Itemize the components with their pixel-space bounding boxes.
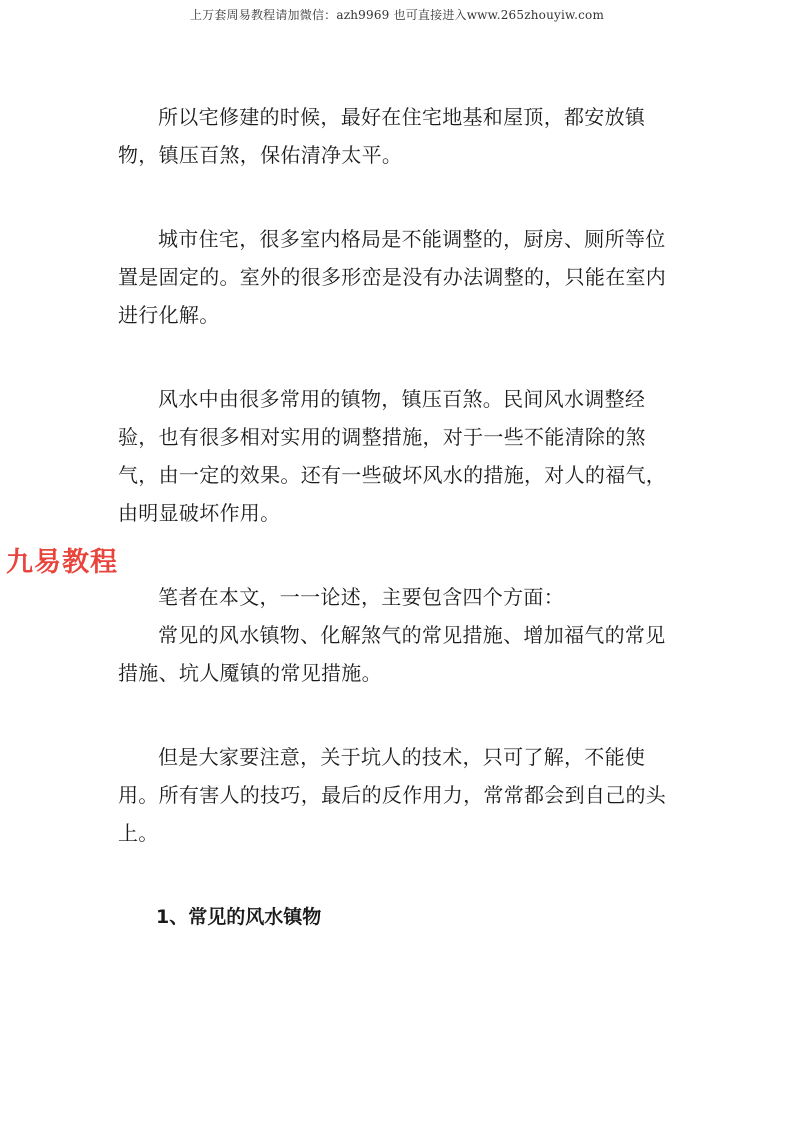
document-body: [118, 98, 678, 936]
paragraph-1: 所以宅修建的时候，最好在住宅地基和屋顶，都安放镇物，镇压百煞，保佑清净太平。: [118, 105, 646, 167]
header-note: 上万套周易教程请加微信：azh9969 也可直接进入www.265zhouyiw.com: [189, 8, 605, 22]
paragraph-3: 风水中由很多常用的镇物，镇压百煞。民间风水调整经验，也有很多相对实用的调整措施，对于一些不能清除的煞气，由一定的效果。还有一些破坏风水的措施，对人的福气，由明显破坏作用。: [118, 387, 667, 525]
section-heading: 1、常见的风水镇物: [156, 906, 322, 928]
paragraph-6: 但是大家要注意，关于坑人的技术，只可了解，不能使用。所有害人的技巧，最后的反作用力，常常都会到自己的头上。: [118, 745, 667, 845]
paragraph-5: 常见的风水镇物、化解煞气的常见措施、增加福气的常见措施、坑人魇镇的常见措施。: [118, 623, 666, 685]
watermark-logo: 九易教程: [6, 547, 118, 578]
paragraph-4: 笔者在本文，一一论述，主要包含四个方面：: [158, 585, 564, 609]
paragraph-2: 城市住宅，很多室内格局是不能调整的，厨房、厕所等位置是固定的。室外的很多形峦是没有办法调整的，只能在室内进行化解。: [118, 227, 667, 327]
